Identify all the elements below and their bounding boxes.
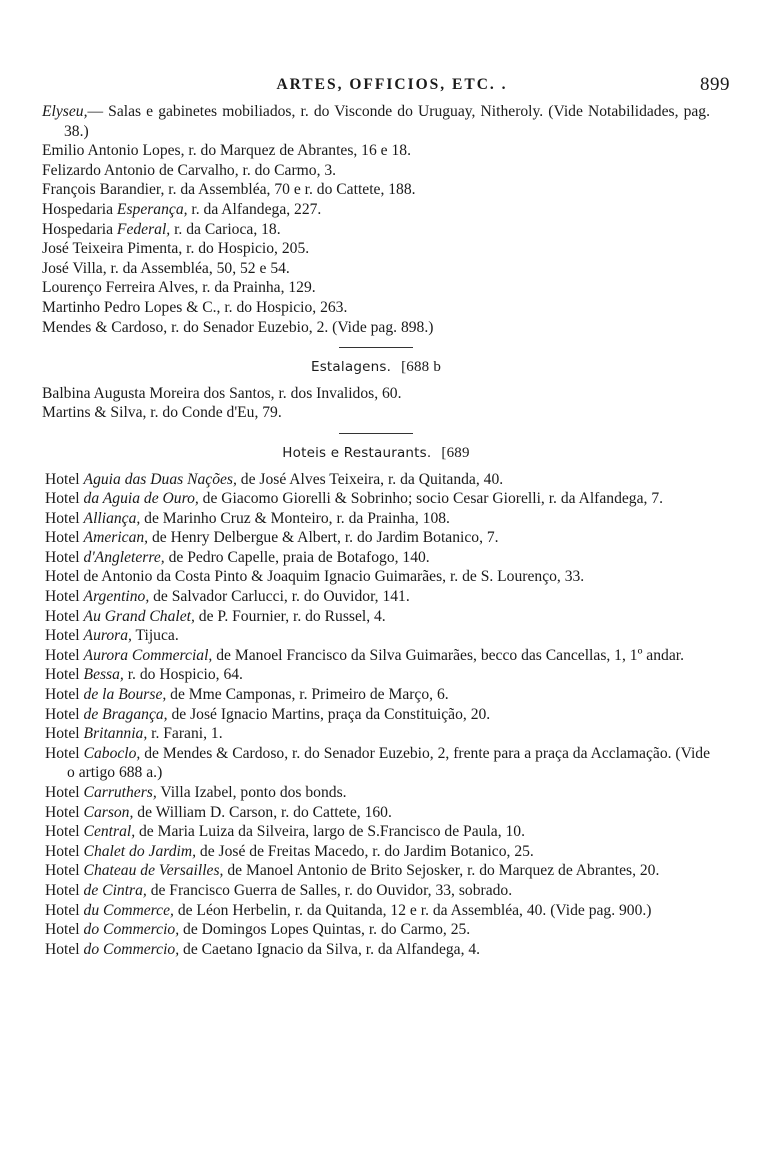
section-heading-estalagens: Estalagens. [688 b [310, 359, 442, 376]
hotel-entry [42, 646, 710, 666]
hotel-prefix: Hotel [45, 862, 84, 880]
hotel-name: du Commerce, [83, 901, 174, 919]
hotel-entry [42, 607, 710, 627]
hotel-entry [42, 528, 710, 548]
hotel-prefix: Hotel [45, 529, 84, 547]
hotel-prefix: Hotel [45, 705, 84, 723]
hotel-entry [42, 724, 710, 744]
section-divider [339, 347, 413, 348]
list-item: Balbina Augusta Moreira dos Santos, r. dos Invalidos, 60. [42, 384, 402, 402]
list-item: François Barandier, r. da Assembléa, 70 e r. do Cattete, 188. [42, 181, 416, 199]
hotel-name: Aurora Commercial, [83, 646, 213, 664]
hotel-prefix: Hotel [45, 686, 84, 704]
hotel-details: r. Farani, 1. [147, 725, 223, 743]
hotel-name: Chalet do Jardim, [83, 842, 197, 860]
hotel-prefix: Hotel [45, 548, 84, 566]
list-one [42, 102, 710, 337]
hotel-prefix: Hotel [45, 725, 84, 743]
hotel-prefix: Hotel [45, 921, 84, 939]
hotel-entry [42, 489, 710, 509]
body-text [42, 102, 710, 959]
hotel-entry [42, 822, 710, 842]
hotel-entry [42, 587, 710, 607]
hotel-prefix: Hotel [45, 803, 84, 821]
hotel-entry [42, 548, 710, 568]
list-item: José Villa, r. da Assembléa, 50, 52 e 54. [42, 259, 290, 277]
list-item: Felizardo Antonio de Carvalho, r. do Carmo, 3. [42, 161, 337, 179]
hotel-prefix: Hotel [45, 588, 84, 606]
list-item: Lourenço Ferreira Alves, r. da Prainha, 129. [42, 279, 316, 297]
hotel-prefix: Hotel [45, 509, 84, 527]
hotel-details: de Mendes & Cardoso, r. do Senador Euzebio, 2, frente para a praça da Acclamação. (Vide o artigo 688 a.) [67, 744, 711, 782]
hotel-details: de Salvador Carlucci, r. do Ouvidor, 141. [149, 588, 410, 606]
hotel-prefix: Hotel [45, 823, 84, 841]
hotel-entry [42, 665, 710, 685]
list-item: Emilio Antonio Lopes, r. do Marquez de Abrantes, 16 e 18. [42, 142, 411, 160]
hotel-entry [42, 940, 710, 960]
hotel-details: de José Alves Teixeira, r. da Quitanda, 40. [236, 470, 504, 488]
hotel-details: de P. Fournier, r. do Russel, 4. [194, 607, 386, 625]
hotel-prefix: Hotel [45, 842, 84, 860]
hotel-prefix: Hotel [45, 646, 84, 664]
hotel-entry [42, 803, 710, 823]
hotel-name: Carson, [83, 803, 134, 821]
list-item: Martins & Silva, r. do Conde d'Eu, 79. [42, 404, 282, 422]
hotel-details: de Henry Delbergue & Albert, r. do Jardim Botanico, 7. [148, 529, 499, 547]
hotel-name: d'Angleterre, [83, 548, 165, 566]
hotel-prefix: Hotel [45, 568, 84, 586]
hotel-details: de Marinho Cruz & Monteiro, r. da Prainha, 108. [140, 509, 450, 527]
hotel-name: da Aguia de Ouro, [83, 490, 199, 508]
hotel-name: de Bragança, [83, 705, 168, 723]
hotel-prefix: Hotel [45, 784, 84, 801]
hotel-name: do Commercio, [83, 940, 180, 958]
hotel-details: de José Ignacio Martins, praça da Constituição, 20. [167, 705, 491, 723]
hotel-name: de la Bourse, [83, 686, 167, 704]
hotel-name: Alliança, [83, 509, 141, 527]
hotel-name: Au Grand Chalet, [83, 607, 195, 625]
list-item: Hospedaria Federal, r. da Carioca, 18. [42, 220, 281, 238]
hotel-entry [42, 920, 710, 940]
hotel-prefix: Hotel [45, 490, 84, 508]
hotel-prefix: Hotel [45, 901, 84, 919]
hotel-details: de Caetano Ignacio da Silva, r. da Alfandega, 4. [179, 940, 481, 958]
hotel-prefix: Hotel [45, 470, 84, 488]
hotel-entry [42, 626, 710, 646]
hotel-name: Carruthers, [83, 784, 157, 801]
hotel-name: do Commercio, [83, 921, 180, 939]
hotel-name: Aurora, [83, 627, 132, 645]
hotel-details: Tijuca. [131, 627, 179, 645]
list-item: José Teixeira Pimenta, r. do Hospicio, 205. [42, 240, 310, 258]
hotel-details: de Domingos Lopes Quintas, r. do Carmo, 25. [179, 921, 471, 939]
hotel-name: Bessa, [83, 666, 124, 684]
hotel-entry [42, 881, 710, 901]
hotel-prefix: Hotel [45, 607, 84, 625]
hotel-prefix: Hotel [45, 940, 84, 958]
list-item: Mendes & Cardoso, r. do Senador Euzebio, 2. (Vide pag. 898.) [42, 318, 434, 336]
hotel-list [42, 470, 710, 960]
hotel-prefix: Hotel [45, 881, 84, 899]
hotel-prefix: Hotel [45, 627, 84, 645]
hotel-entry [42, 861, 710, 881]
hotel-details: de Pedro Capelle, praia de Botafogo, 140. [164, 548, 430, 566]
section-divider [339, 433, 413, 434]
page-header [42, 76, 742, 102]
hotel-name: Caboclo, [83, 744, 141, 762]
hotel-details: de Maria Luiza da Silveira, largo de S.Francisco de Paula, 10. [135, 823, 525, 841]
hotel-details: de Francisco Guerra de Salles, r. do Ouvidor, 33, sobrado. [146, 881, 513, 899]
hotel-name: Chateau de Versailles, [83, 862, 224, 880]
hotel-details: de Manoel Antonio de Brito Sejosker, r. do Marquez de Abrantes, 20. [223, 862, 660, 880]
hotel-details: r. do Hospicio, 64. [123, 666, 243, 684]
hotel-entry [42, 685, 710, 705]
hotel-name: Aguia das Duas Nações, [83, 470, 237, 488]
list-item: Elyseu,— Salas e gabinetes mobiliados, r. do Visconde do Uruguay, Nitheroly. (Vide Notabilidades, pag. 38.) [42, 103, 710, 140]
hotel-details: de Léon Herbelin, r. da Quitanda, 12 e r. da Assembléa, 40. (Vide pag. 900.) [173, 901, 652, 919]
hotel-name: Britannia, [83, 725, 148, 743]
hotel-details: de José de Freitas Macedo, r. do Jardim Botanico, 25. [196, 842, 534, 860]
hotel-entry [42, 783, 710, 803]
page-number: 899 [700, 74, 730, 95]
hotel-name: Argentino, [83, 588, 150, 606]
hotel-details: de Mme Camponas, r. Primeiro de Março, 6. [166, 686, 449, 704]
hotel-entry [42, 470, 710, 490]
hotel-entry [42, 744, 710, 783]
section-heading-hoteis: Hoteis e Restaurants. [689 [282, 444, 470, 461]
hotel-entry [42, 705, 710, 725]
hotel-details: Villa Izabel, ponto dos bonds. [156, 784, 347, 801]
hotel-entry [42, 567, 710, 587]
hotel-details: de Giacomo Giorelli & Sobrinho; socio Cesar Giorelli, r. da Alfandega, 7. [198, 490, 664, 508]
hotel-name: American, [83, 529, 149, 547]
hotel-entry [42, 901, 710, 921]
hotel-details: de Manoel Francisco da Silva Guimarães, becco das Cancellas, 1, 1º andar. [212, 646, 684, 664]
list-item: Martinho Pedro Lopes & C., r. do Hospicio, 263. [42, 298, 348, 316]
hotel-prefix: Hotel [45, 666, 84, 684]
hotel-name: Central, [83, 823, 136, 841]
hotel-name: de Cintra, [83, 881, 147, 899]
hotel-details: de Antonio da Costa Pinto & Joaquim Ignacio Guimarães, r. de S. Lourenço, 33. [83, 568, 585, 586]
hotel-prefix: Hotel [45, 744, 84, 762]
hotel-entry [42, 509, 710, 529]
hotel-details: de William D. Carson, r. do Cattete, 160. [133, 803, 392, 821]
hotel-entry [42, 842, 710, 862]
list-item: Hospedaria Esperança, r. da Alfandega, 227. [42, 200, 322, 218]
running-head: ARTES, OFFICIOS, ETC. . [276, 76, 508, 93]
